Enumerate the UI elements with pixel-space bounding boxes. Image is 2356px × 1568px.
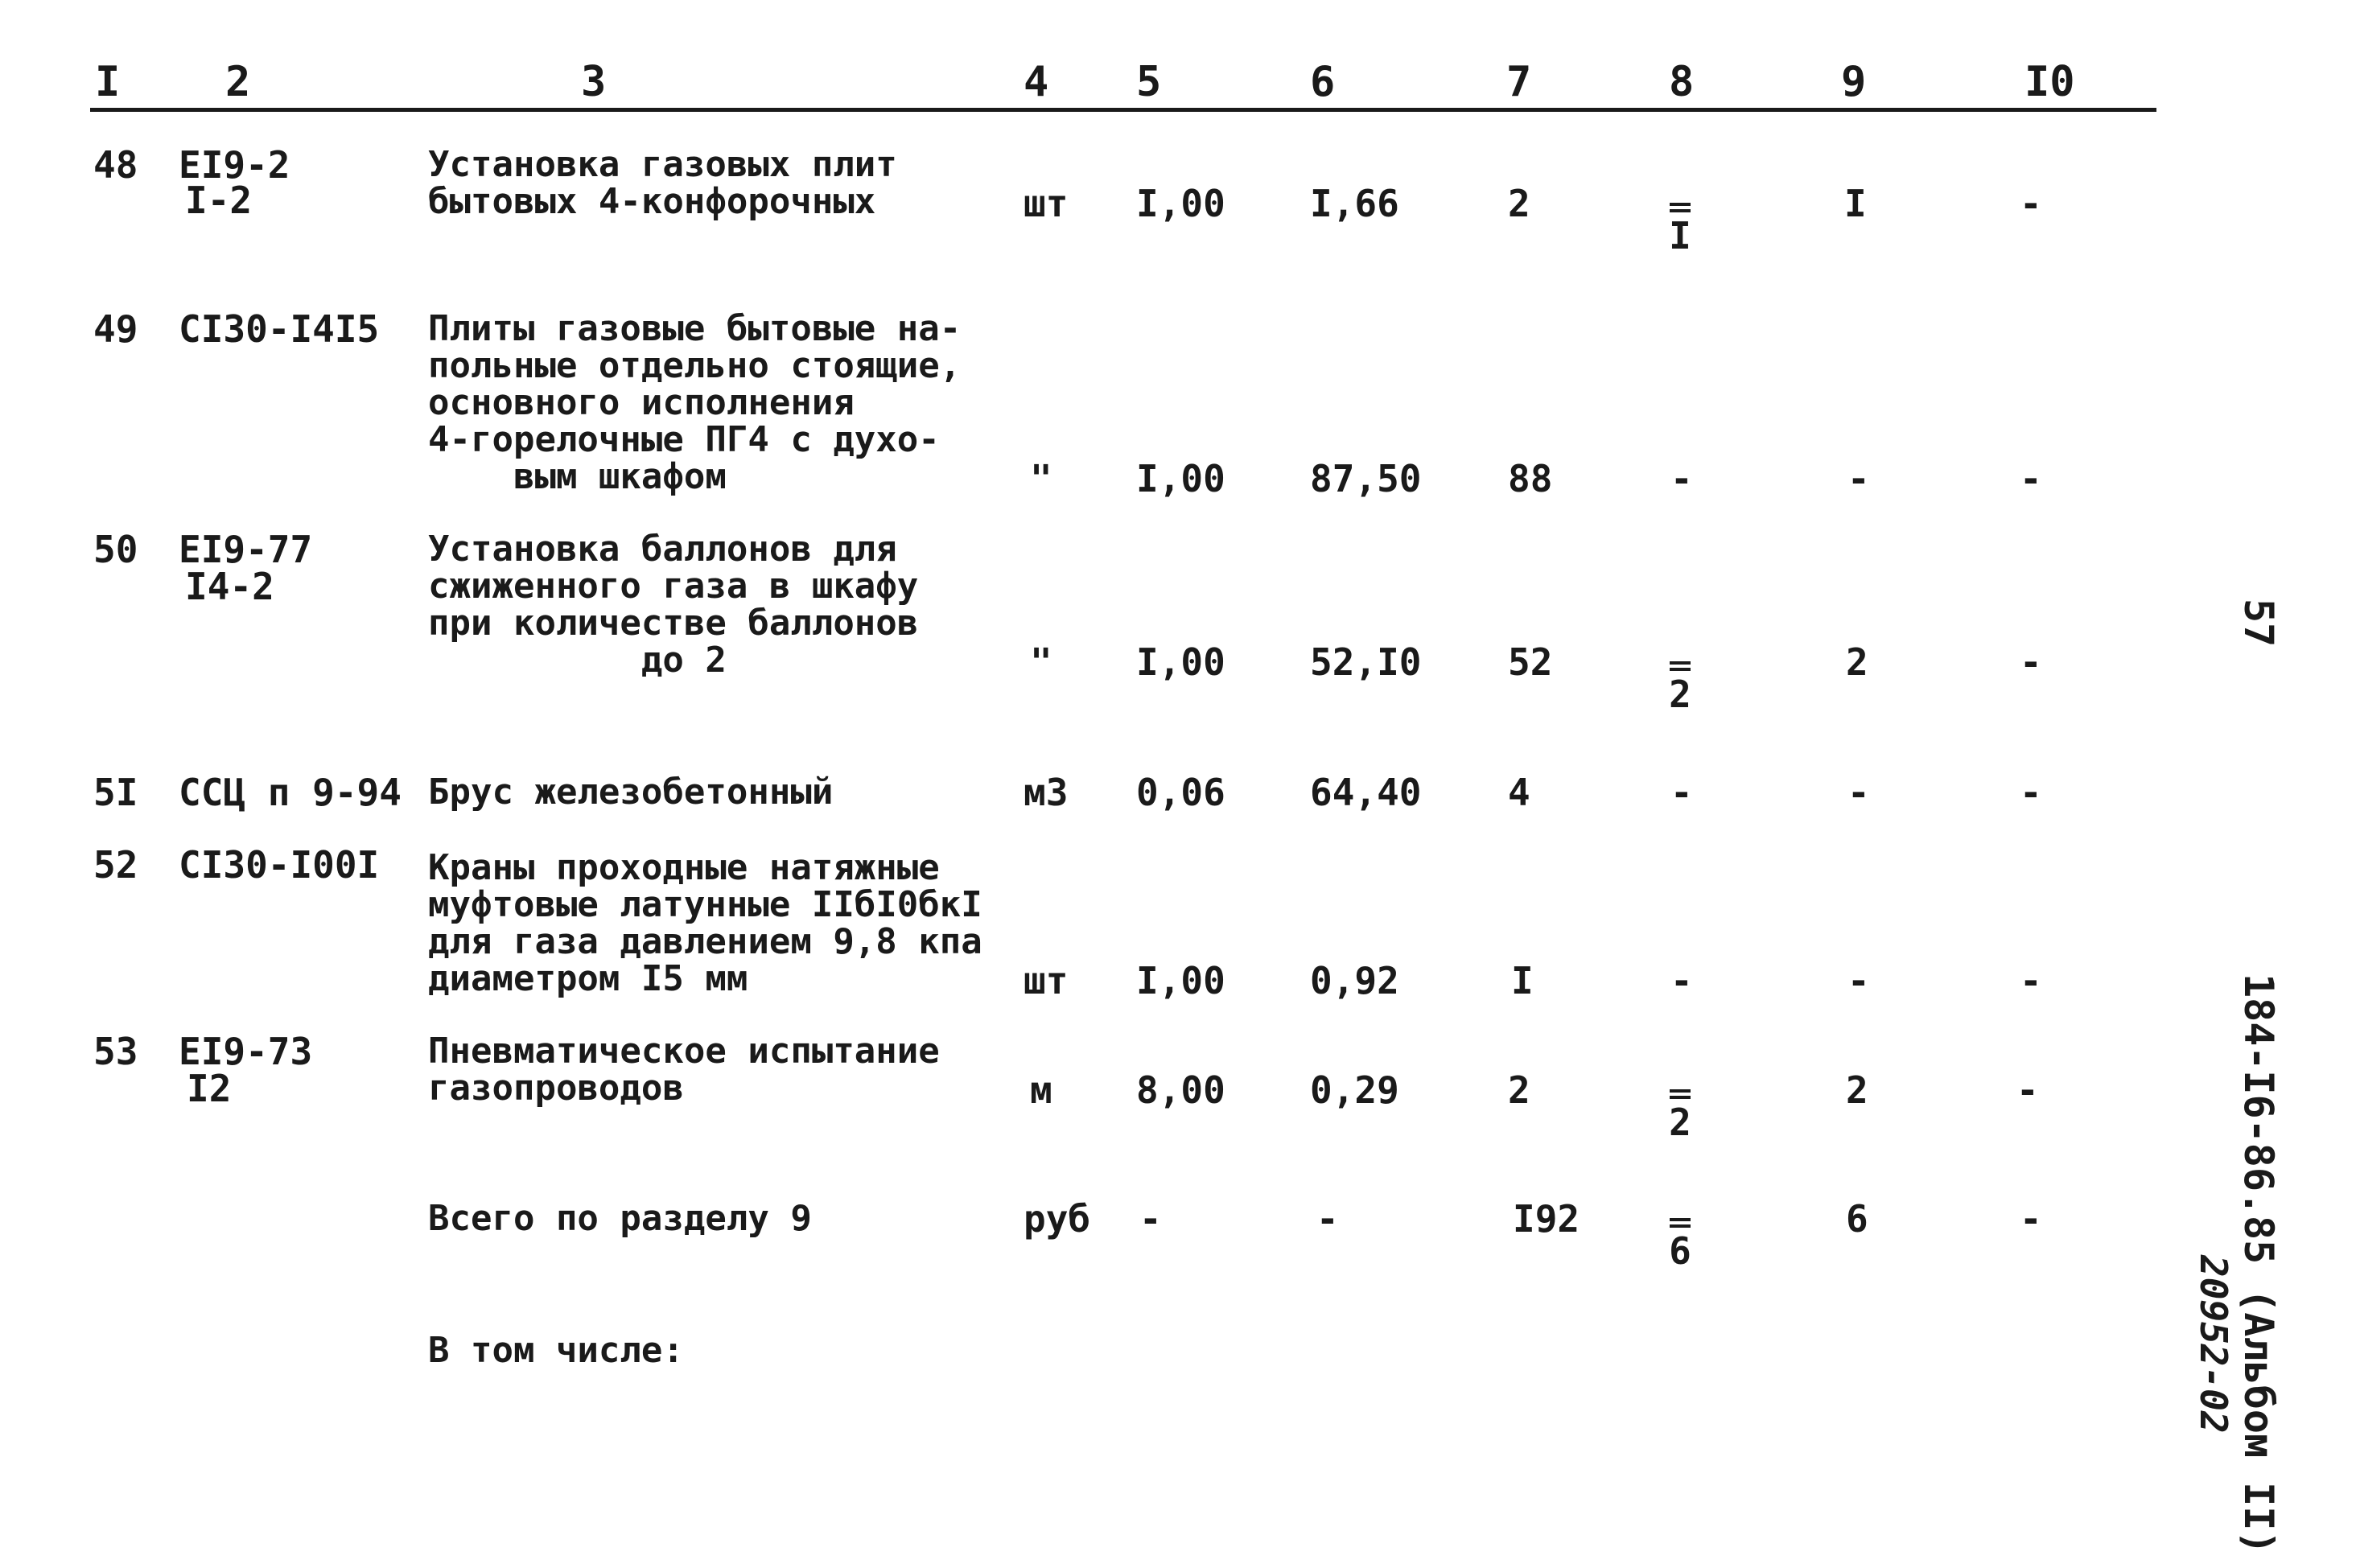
row-price: 64,40 — [1310, 771, 1422, 814]
document-code: 184-I6-86.85 (Альбом II) — [2235, 973, 2282, 1555]
row-code: I2 — [187, 1067, 232, 1110]
row-col9: - — [1847, 457, 1870, 500]
row-number: 5I — [93, 771, 138, 814]
col-header-7: 7 — [1506, 58, 1532, 106]
col-header-2: 2 — [225, 58, 251, 106]
row-code: I4-2 — [185, 565, 274, 608]
total-unit: руб — [1024, 1197, 1091, 1241]
total-col9: 6 — [1846, 1197, 1868, 1241]
row-price: I,66 — [1310, 182, 1399, 225]
row-unit: м3 — [1024, 771, 1069, 814]
row-price: 0,29 — [1310, 1068, 1399, 1112]
row-col8: - — [1670, 457, 1693, 500]
row-code: CI30-I00I — [179, 843, 380, 887]
row-code: ССЦ п 9-94 — [179, 771, 402, 814]
header-rule — [90, 108, 2156, 112]
row-code: EI9-77 — [179, 528, 313, 571]
row-description: муфтовые латунные IIбI0бкI — [428, 884, 982, 925]
row-code: I-2 — [185, 179, 253, 222]
col-header-3: 3 — [581, 58, 607, 106]
row-number: 50 — [93, 528, 138, 571]
row-description: газопроводов — [428, 1068, 684, 1109]
row-quantity: I,00 — [1136, 182, 1225, 225]
row-description: Брус железобетонный — [428, 772, 834, 813]
row-col10: - — [2020, 959, 2042, 1002]
total-fraction-col8: 6 — [1664, 1213, 1696, 1270]
row-total: 4 — [1508, 771, 1530, 814]
total-price: - — [1316, 1197, 1339, 1241]
col-header-6: 6 — [1310, 58, 1336, 106]
row-total: 2 — [1508, 1068, 1530, 1112]
row-description: 4-горелочные ПГ4 с духо- — [428, 419, 940, 460]
col-header-1: I — [95, 58, 121, 106]
row-col10: - — [2020, 771, 2042, 814]
row-col8: - — [1670, 771, 1693, 814]
row-number: 53 — [93, 1030, 138, 1073]
row-description: Пневматическое испытание — [428, 1031, 940, 1072]
row-description: бытовых 4-конфорочных — [428, 181, 876, 222]
row-col8: - — [1670, 959, 1693, 1002]
row-code: EI9-2 — [179, 143, 290, 187]
row-unit: " — [1030, 457, 1052, 500]
row-unit: шт — [1024, 182, 1069, 225]
row-quantity: 8,00 — [1136, 1068, 1225, 1112]
row-col9: - — [1847, 771, 1870, 814]
row-number: 52 — [93, 843, 138, 887]
col-header-10: I0 — [2024, 58, 2075, 106]
col-header-5: 5 — [1136, 58, 1162, 106]
row-quantity: I,00 — [1136, 457, 1225, 500]
col-header-8: 8 — [1669, 58, 1695, 106]
row-unit: м — [1030, 1068, 1052, 1112]
row-col9: 2 — [1846, 640, 1868, 684]
row-description: Плиты газовые бытовые на- — [428, 308, 962, 349]
col-header-9: 9 — [1841, 58, 1867, 106]
row-description: для газа давлением 9,8 кпа — [428, 921, 982, 962]
row-col9: 2 — [1846, 1068, 1868, 1112]
row-quantity: I,00 — [1136, 959, 1225, 1002]
row-description: Краны проходные натяжные — [428, 847, 940, 888]
row-price: 87,50 — [1310, 457, 1422, 500]
total-quantity: - — [1139, 1197, 1162, 1241]
row-unit: " — [1030, 640, 1052, 684]
row-code: EI9-73 — [179, 1030, 313, 1073]
row-col10: - — [2020, 640, 2042, 684]
row-col10: - — [2016, 1068, 2039, 1112]
col-header-4: 4 — [1024, 58, 1049, 106]
row-price: 52,I0 — [1310, 640, 1422, 684]
including-label: В том числе: — [428, 1330, 684, 1371]
page-number: 57 — [2235, 599, 2282, 648]
row-number: 49 — [93, 307, 138, 351]
row-col10: - — [2020, 182, 2042, 225]
row-quantity: 0,06 — [1136, 771, 1225, 814]
row-fraction-col8: 2 — [1664, 656, 1696, 713]
row-total: I — [1511, 959, 1534, 1002]
row-col9: I — [1844, 182, 1867, 225]
row-description: польные отдельно стоящие, — [428, 345, 962, 386]
row-total: 88 — [1508, 457, 1553, 500]
row-fraction-col8: I — [1664, 198, 1696, 254]
row-description: основного исполнения — [428, 382, 855, 423]
row-quantity: I,00 — [1136, 640, 1225, 684]
row-total: 2 — [1508, 182, 1530, 225]
total-col10: - — [2020, 1197, 2042, 1241]
row-description: диаметром I5 мм — [428, 958, 748, 999]
row-total: 52 — [1508, 640, 1553, 684]
row-description: до 2 — [428, 640, 727, 681]
total-label: Всего по разделу 9 — [428, 1198, 812, 1239]
total-sum: I92 — [1513, 1197, 1580, 1241]
row-code: CI30-I4I5 — [179, 307, 380, 351]
row-description: Установка баллонов для — [428, 529, 897, 570]
row-description: при количестве баллонов — [428, 603, 919, 644]
row-description: сжиженного газа в шкафу — [428, 566, 919, 607]
row-price: 0,92 — [1310, 959, 1399, 1002]
row-number: 48 — [93, 143, 138, 187]
inventory-number: 20952-02 — [2192, 1255, 2235, 1434]
row-unit: шт — [1024, 959, 1069, 1002]
row-fraction-col8: 2 — [1664, 1084, 1696, 1141]
row-description: вым шкафом — [428, 456, 727, 497]
row-col9: - — [1847, 959, 1870, 1002]
row-description: Установка газовых плит — [428, 144, 897, 185]
row-col10: - — [2020, 457, 2042, 500]
